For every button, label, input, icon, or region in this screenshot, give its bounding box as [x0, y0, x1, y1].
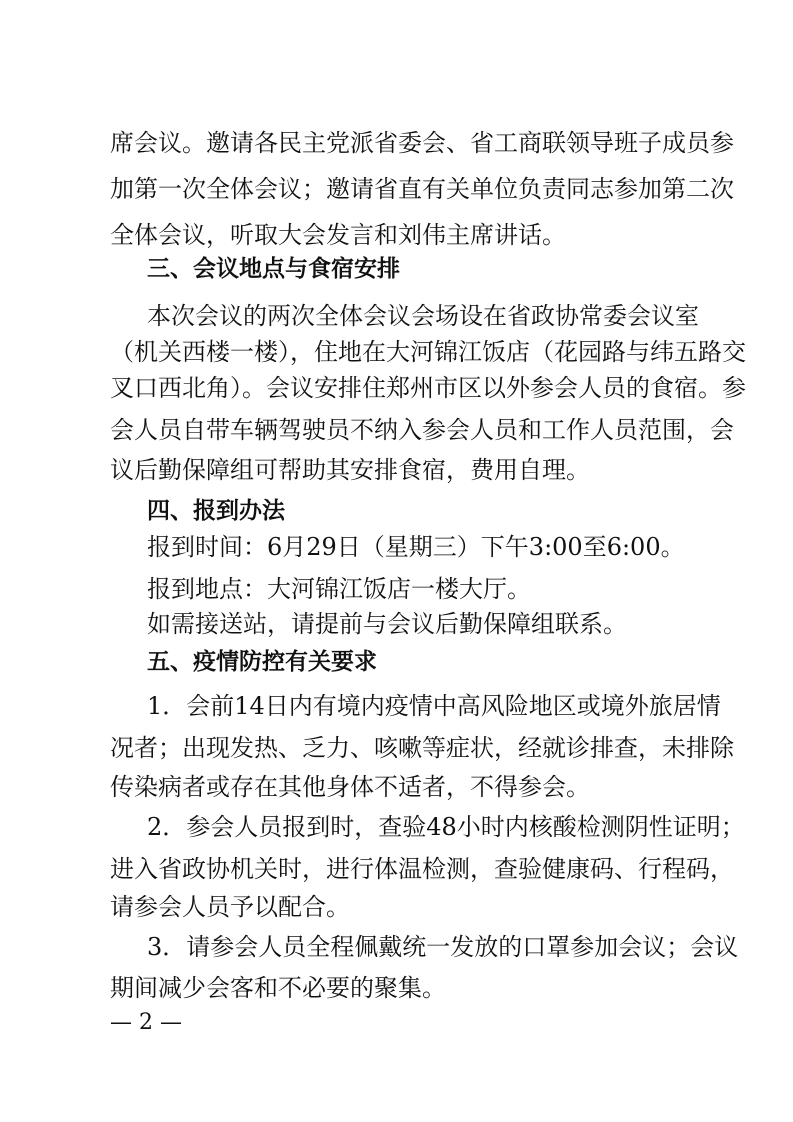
- text-line: 会人员自带车辆驾驶员不纳入参会人员和工作人员范围，会: [110, 416, 734, 444]
- text-line: 加第一次全体会议；邀请省直有关单位负责同志参加第二次: [110, 175, 734, 203]
- page-number: — 2 —: [110, 1010, 182, 1035]
- text-line: 期间减少会客和不必要的聚集。: [110, 974, 446, 1002]
- text-line: 议后勤保障组可帮助其安排食宿，费用自理。: [110, 456, 590, 484]
- text-line: 3．请参会人员全程佩戴统一发放的口罩参加会议；会议: [147, 933, 739, 961]
- text-line: 况者；出现发热、乏力、咳嗽等症状，经就诊排查，未排除: [110, 734, 734, 762]
- text-line: 1．会前14日内有境内疫情中高风险地区或境外旅居情: [147, 692, 721, 720]
- text-line: 请参会人员予以配合。: [110, 893, 350, 921]
- text-line: （机关西楼一楼），住地在大河锦江饭店（花园路与纬五路交: [110, 338, 746, 366]
- text-line: 2．参会人员报到时，查验48小时内核酸检测阴性证明；: [147, 813, 745, 841]
- text-line: 报到地点：大河锦江饭店一楼大厅。: [147, 575, 531, 603]
- text-line: 席会议。邀请各民主党派省委会、省工商联领导班子成员参: [110, 129, 734, 157]
- text-line: 叉口西北角）。会议安排住郑州市区以外参会人员的食宿。参: [110, 374, 746, 402]
- text-line: 本次会议的两次全体会议会场设在省政协常委会议室: [147, 302, 699, 330]
- text-line: 如需接送站，请提前与会议后勤保障组联系。: [147, 610, 627, 638]
- text-line: 全体会议，听取大会发言和刘伟主席讲话。: [110, 221, 566, 249]
- section-heading: 四、报到办法: [147, 498, 285, 524]
- text-line: 传染病者或存在其他身体不适者，不得参会。: [110, 773, 590, 801]
- text-line: 报到时间：6月29日（星期三）下午3:00至6:00。: [147, 533, 685, 561]
- text-line: 进入省政协机关时，进行体温检测，查验健康码、行程码，: [110, 855, 734, 883]
- section-heading: 三、会议地点与食宿安排: [147, 256, 400, 282]
- section-heading: 五、疫情防控有关要求: [147, 649, 377, 675]
